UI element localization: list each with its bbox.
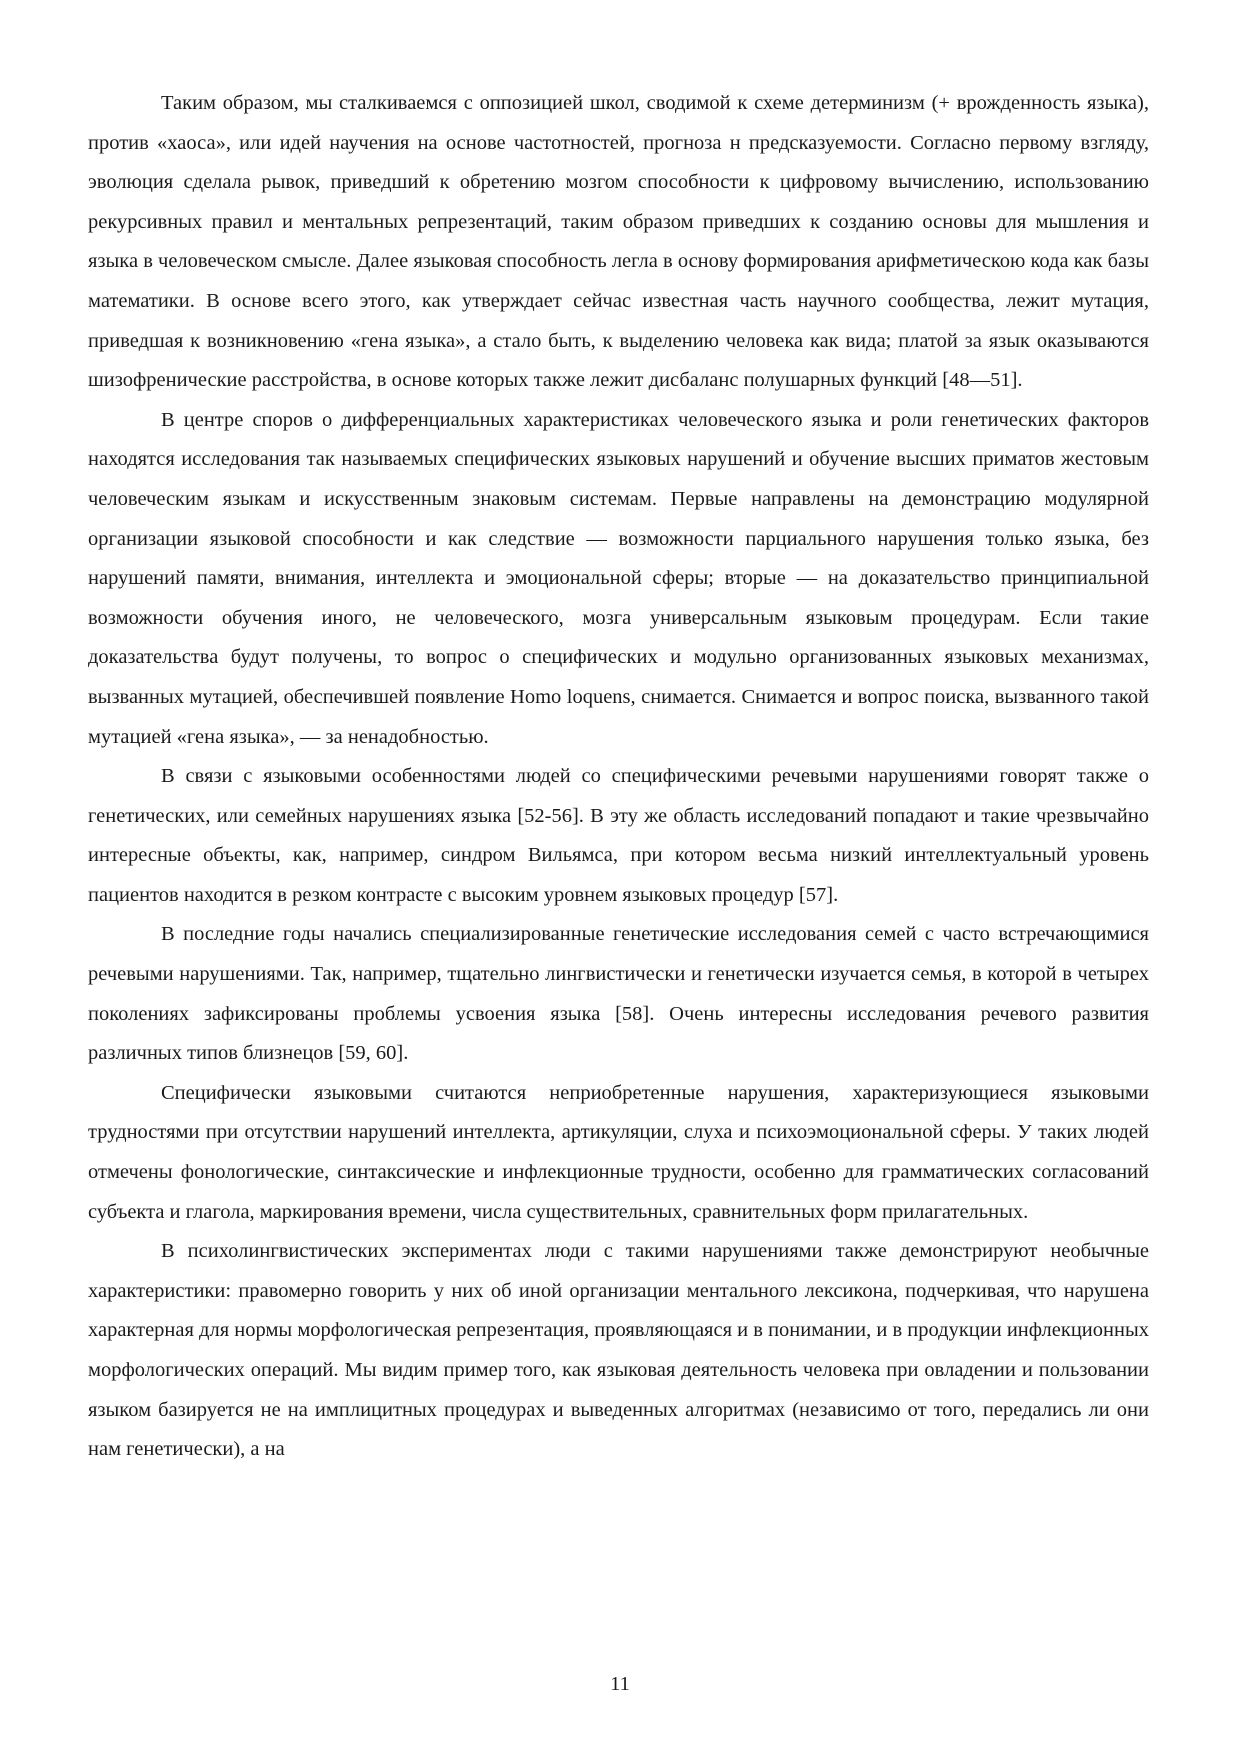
paragraph-1: Таким образом, мы сталкиваемся с оппозицией школ, сводимой к схеме детерминизм (+ врожденность языка), против «хаоса», или идей научения на основе частотностей, прогноза н предсказуемости. Согласно первому взгляду, эволюция сделала рывок, приведший к обретению мозгом способности к цифровому вычислению, использованию рекурсивных правил и ментальных репрезентаций, таким образом приведших к созданию основы для мышления и языка в человеческом смысле. Далее языковая способность легла в основу формирования арифметическою кода как базы математики. В основе всего этого, как утверждает сейчас известная часть научного сообщества, лежит мутация, приведшая к возникновению «гена языка», а стало быть, к выделению человека как вида; платой за язык оказываются шизофренические расстройства, в основе которых также лежит дисбаланс полушарных функций [48—51]. (88, 92, 1149, 392)
page-number: 11 (610, 1673, 630, 1695)
body-text (88, 84, 1149, 1470)
paragraph-2: В центре споров о дифференциальных характеристиках человеческого языка и роли генетических факторов находятся исследования так называемых специфических языковых нарушений и обучение высших приматов жестовым человеческим языкам и искусственным знаковым системам. Первые направлены на демонстрацию модулярной организации языковой способности и как следствие — возможности парциального нарушения только языка, без нарушений памяти, внимания, интеллекта и эмоциональной сферы; вторые — на доказательство принципиальной возможности обучения иного, не человеческого, мозга универсальным языковым процедурам. Если такие доказательства будут получены, то вопрос о специфических и модульно организованных языковых механизмах, вызванных мутацией, обеспечившей появление Homo loquens, снимается. Снимается и вопрос поиска, вызванного такой мутацией «гена языка», — за ненадобностью. (88, 408, 1149, 748)
paragraph-3: В связи с языковыми особенностями людей со специфическими речевыми нарушениями говорят также о генетических, или семейных нарушениях языка [52-56]. В эту же область исследований попадают и такие чрезвычайно интересные объекты, как, например, синдром Вильямса, при котором весьма низкий интеллектуальный уровень пациентов находится в резком контрасте с высоким уровнем языковых процедур [57]. (88, 765, 1149, 906)
paragraph-6: В психолингвистических экспериментах люди с такими нарушениями также демонстрируют необычные характеристики: правомерно говорить у них об иной организации ментального лексикона, подчеркивая, что нарушена характерная для нормы морфологическая репрезентация, проявляющаяся и в понимании, и в продукции инфлекционных морфологических операций. Мы видим пример того, как языковая деятельность человека при овладении и пользовании языком базируется не на имплицитных процедурах и выведенных алгоритмах (независимо от того, передались ли они нам генетически), а на (88, 1240, 1149, 1461)
paragraph-5: Специфически языковыми считаются неприобретенные нарушения, характеризующиеся языковыми трудностями при отсутствии нарушений интеллекта, артикуляции, слуха и психоэмоциональной сферы. У таких людей отмечены фонологические, синтаксические и инфлекционные трудности, особенно для грамматических согласований субъекта и глагола, маркирования времени, числа существительных, сравнительных форм прилагательных. (88, 1081, 1149, 1223)
paragraph-4: В последние годы начались специализированные генетические исследования семей с часто встречающимися речевыми нарушениями. Так, например, тщательно лингвистически и генетически изучается семья, в которой в четырех поколениях зафиксированы проблемы усвоения языка [58]. Очень интересны исследования речевого развития различных типов близнецов [59, 60]. (88, 923, 1149, 1065)
